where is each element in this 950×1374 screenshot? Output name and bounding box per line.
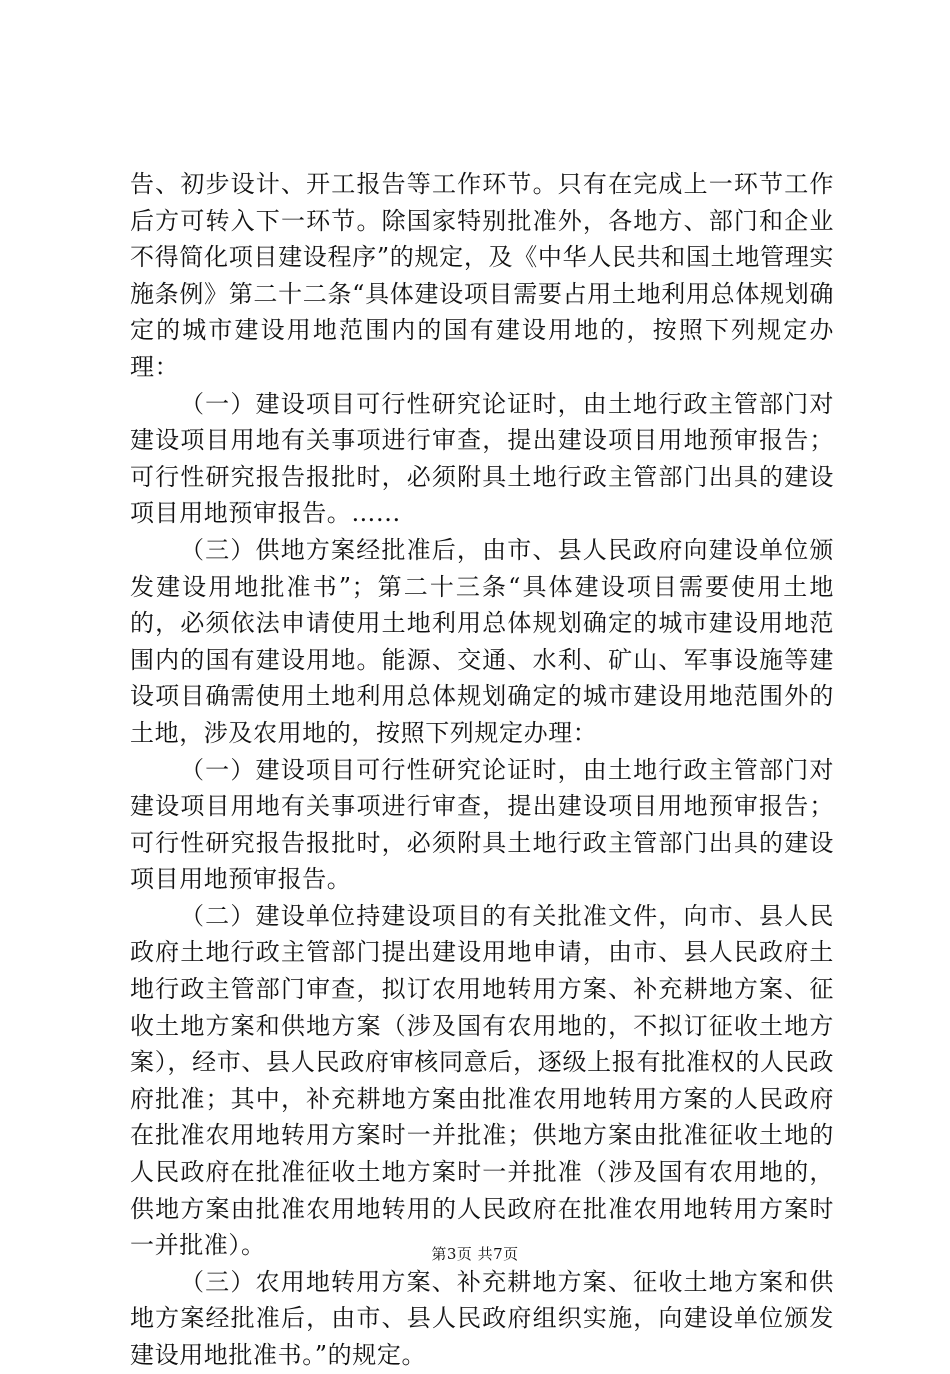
page-number-footer: 第3页 共7页 [431, 1245, 519, 1263]
document-body [130, 166, 834, 1374]
paragraph-item-1: （一）建设项目可行性研究论证时，由土地行政主管部门对建设项目用地有关事项进行审查，提出建设项目用地预审报告；可行性研究报告报批时，必须附具土地行政主管部门出具的建设项目用地预审报告。…... [130, 389, 834, 528]
paragraph-item-1-second: （一）建设项目可行性研究论证时，由土地行政主管部门对建设项目用地有关事项进行审查，提出建设项目用地预审报告；可行性研究报告报批时，必须附具土地行政主管部门出具的建设项目用地预审报告。 [130, 755, 834, 894]
paragraph-item-3-second: （三）农用地转用方案、补充耕地方案、征收土地方案和供地方案经批准后，由市、县人民政府组织实施，向建设单位颁发建设用地批准书。”的规定。 [130, 1267, 834, 1369]
paragraph-item-3: （三）供地方案经批准后，由市、县人民政府向建设单位颁发建设用地批准书”；第二十三条“具体建设项目需要使用土地的，必须依法申请使用土地利用总体规划确定的城市建设用地范围内的国有建设用地。能源、交通、水利、矿山、军事设施等建设项目确需使用土地利用总体规划确定的城市建设用地范围外的土地，涉及农用地的，按照下列规定办理： [130, 535, 834, 747]
paragraph-continuation: 告、初步设计、开工报告等工作环节。只有在完成上一环节工作后方可转入下一环节。除国家特别批准外，各地方、部门和企业不得简化项目建设程序”的规定，及《中华人民共和国土地管理实施条例》第二十二条“具体建设项目需要占用土地利用总体规划确定的城市建设用地范围内的国有建设用地的，按照下列规定办理： [130, 170, 834, 381]
paragraph-item-2: （二）建设单位持建设项目的有关批准文件，向市、县人民政府土地行政主管部门提出建设用地申请，由市、县人民政府土地行政主管部门审查，拟订农用地转用方案、补充耕地方案、征收土地方案和供地方案（涉及国有农用地的，不拟订征收土地方案），经市、县人民政府审核同意后，逐级上报有批准权的人民政府批准；其中，补充耕地方案由批准农用地转用方案的人民政府在批准农用地转用方案时一并批准；供地方案由批准征收土地的人民政府在批准征收土地方案时一并批准（涉及国有农用地的，供地方案由批准农用地转用的人民政府在批准农用地转用方案时一并批准）。 [130, 901, 834, 1260]
